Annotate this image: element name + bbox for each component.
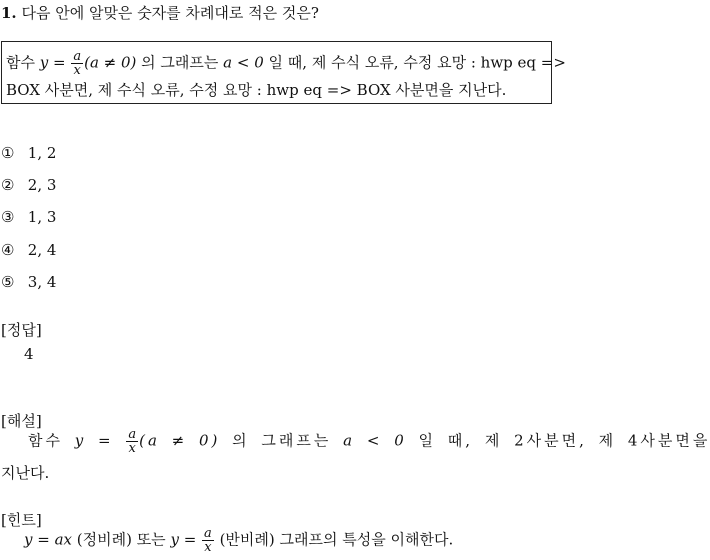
choice-3[interactable] bbox=[1, 208, 56, 226]
explanation-func-lhs: y = bbox=[74, 431, 114, 450]
explanation-inequality: a < 0 bbox=[343, 431, 407, 450]
explanation-fraction bbox=[126, 428, 138, 455]
explanation-prefix: 함수 bbox=[28, 431, 75, 450]
choice-4[interactable] bbox=[1, 241, 56, 259]
hint-line bbox=[24, 527, 453, 554]
choice-1[interactable] bbox=[1, 144, 56, 162]
box-mid: 의 그래프는 bbox=[136, 53, 224, 72]
explanation-frac-den: x bbox=[126, 441, 138, 455]
question-header bbox=[1, 2, 319, 23]
explanation-frac-num: a bbox=[128, 427, 137, 442]
hint-text-1: (정비례) 또는 bbox=[71, 530, 171, 549]
explanation-suffix: 일 때, 제 2사분면, 제 4사분면을 bbox=[406, 431, 710, 450]
choice-marker: ③ bbox=[1, 208, 15, 226]
box-frac-num: a bbox=[73, 49, 82, 64]
box-suffix: 일 때, 제 수식 오류, 수정 요망 : hwp eq => bbox=[263, 53, 566, 72]
hint-fraction bbox=[202, 527, 214, 554]
explanation-line-2: 지난다. bbox=[1, 464, 50, 482]
hint-label: [힌트] bbox=[1, 511, 42, 529]
choice-text: 3, 4 bbox=[27, 273, 57, 291]
hint-frac-den: x bbox=[202, 540, 214, 554]
box-line-1 bbox=[6, 50, 566, 77]
box-frac-den: x bbox=[71, 63, 83, 77]
box-line-2: BOX 사분면, 제 수식 오류, 수정 요망 : hwp eq => BOX 사분면을 지난다. bbox=[6, 81, 507, 99]
question-text: 다음 안에 알맞은 숫자를 차례대로 적은 것은? bbox=[21, 4, 319, 22]
hint-text-2: (반비례) 그래프의 특성을 이해한다. bbox=[214, 530, 454, 549]
hint-frac-num: a bbox=[204, 526, 212, 541]
answer-value: 4 bbox=[24, 345, 34, 363]
choice-marker: ② bbox=[1, 176, 15, 194]
choice-marker: ⑤ bbox=[1, 273, 15, 291]
box-fraction bbox=[71, 50, 83, 77]
box-func-lhs: y = bbox=[39, 53, 66, 72]
choice-text: 2, 4 bbox=[27, 241, 57, 259]
choice-text: 1, 2 bbox=[27, 144, 57, 162]
box-prefix: 함수 bbox=[6, 53, 40, 72]
hint-expr-direct: y = ax bbox=[24, 530, 72, 549]
box-inequality: a < 0 bbox=[223, 53, 264, 72]
hint-func-lhs: y = bbox=[170, 530, 197, 549]
box-condition: (a ≠ 0) bbox=[84, 53, 137, 72]
choice-text: 1, 3 bbox=[27, 208, 57, 226]
choice-2[interactable] bbox=[1, 176, 56, 194]
choice-marker: ④ bbox=[1, 241, 15, 259]
choice-5[interactable] bbox=[1, 273, 56, 291]
explanation-line-1 bbox=[28, 428, 710, 455]
question-number: 1. bbox=[1, 4, 17, 22]
choice-marker: ① bbox=[1, 144, 15, 162]
choice-text: 2, 3 bbox=[27, 176, 57, 194]
explanation-mid: 의 그래프는 bbox=[220, 431, 344, 450]
explanation-label: [해설] bbox=[1, 412, 42, 430]
answer-label: [정답] bbox=[1, 321, 42, 339]
explanation-condition: (a ≠ 0) bbox=[139, 431, 221, 450]
